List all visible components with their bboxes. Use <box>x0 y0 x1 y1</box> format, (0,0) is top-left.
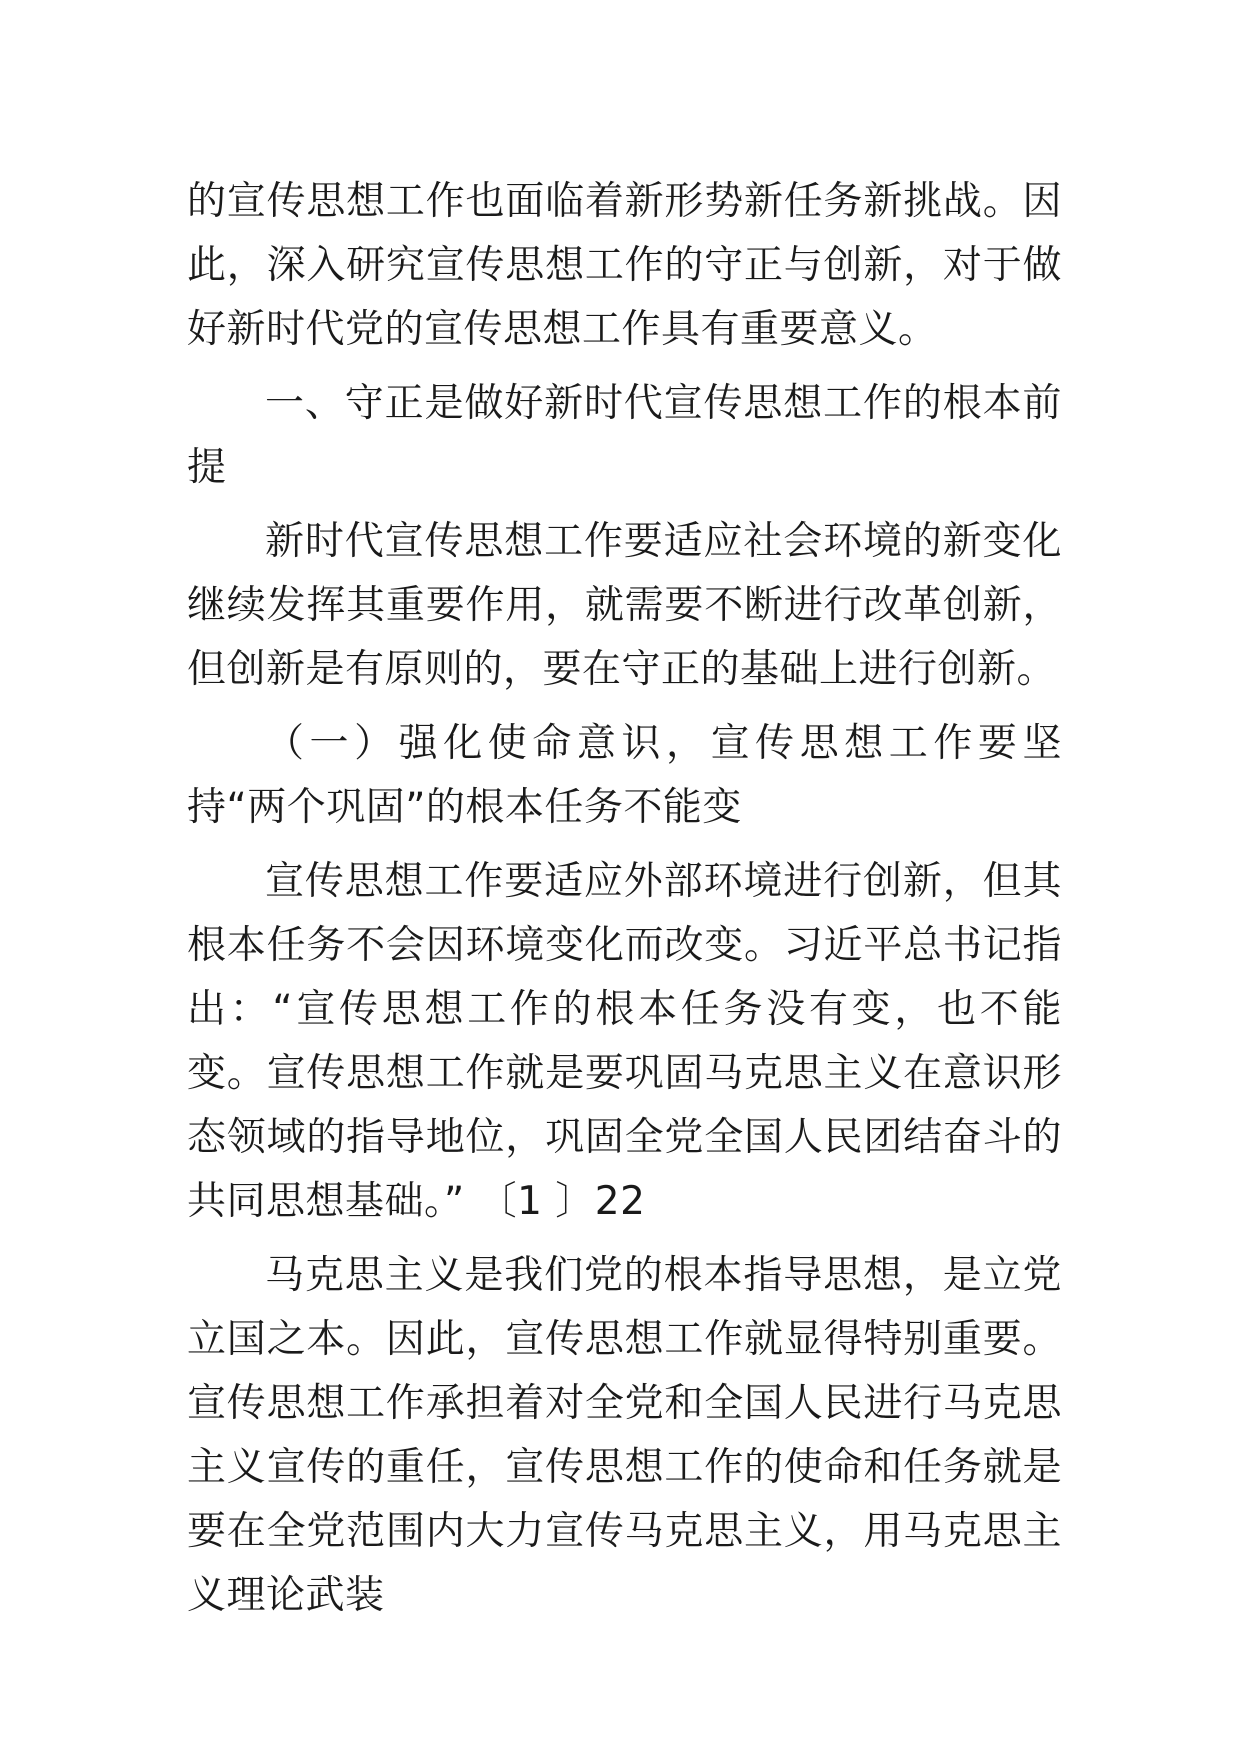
paragraph-intro: 新时代宣传思想工作要适应社会环境的新变化继续发挥其重要作用，就需要不断进行改革创新，但创新是有原则的，要在守正的基础上进行创新。 <box>187 519 1062 692</box>
subsection-heading-1: （一）强化使命意识，宣传思想工作要坚持“两个巩固”的根本任务不能变 <box>187 721 1062 830</box>
paragraph-marxism: 马克思主义是我们党的根本指导思想，是立党立国之本。因此，宣传思想工作就显得特别重要。宣传思想工作承担着对全党和全国人民进行马克思主义宣传的重任，宣传思想工作的使命和任务就是要在全党范围内大力宣传马克思主义，用马克思主义理论武装 <box>187 1253 1062 1618</box>
section-heading-1: 一、守正是做好新时代宣传思想工作的根本前提 <box>187 381 1062 490</box>
paragraph-quote: 宣传思想工作要适应外部环境进行创新，但其根本任务不会因环境变化而改变。习近平总书记指出：“宣传思想工作的根本任务没有变，也不能变。宣传思想工作就是要巩固马克思主义在意识形态领域的指导地位，巩固全党全国人民团结奋斗的共同思想基础。” 〔1 〕22 <box>187 859 1062 1224</box>
paragraph-continuation: 的宣传思想工作也面临着新形势新任务新挑战。因此，深入研究宣传思想工作的守正与创新，对于做好新时代党的宣传思想工作具有重要意义。 <box>187 179 1062 352</box>
body-text <box>187 170 1062 1628</box>
